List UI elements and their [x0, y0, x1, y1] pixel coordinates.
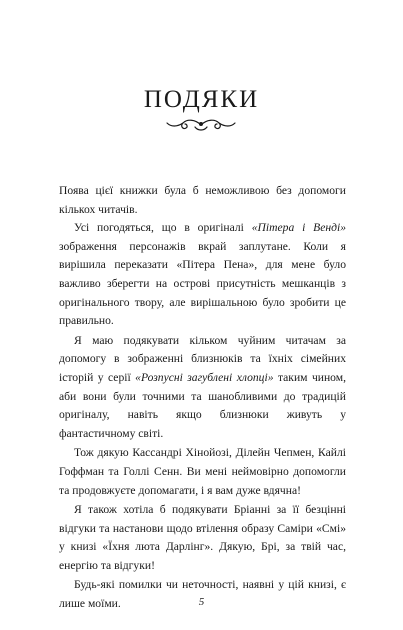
body-text [59, 182, 346, 614]
paragraph-1: Поява цієї книжки була б неможливою без допомоги кількох читачів. [59, 184, 346, 216]
book-title-italic: «Пітера і Венді» [251, 221, 347, 235]
flourish-ornament-icon [165, 117, 237, 133]
paragraph-6: Будь-які помилки чи неточності, наявні у цій книзі, є лише моїми. [59, 578, 346, 611]
series-title-italic: «Розпусні загублені хлопці» [135, 370, 274, 384]
page-title: ПОДЯКИ [143, 86, 260, 113]
paragraph-5: Я також хотіла б подякувати Бріанні за її безцінні відгуки та настанови щодо втілення образу Саміри «Смі» у книзі «Їхня люта Дарлінг». Дякую, Брі, за твій час, енергію та відгуки! [59, 503, 346, 572]
paragraph-4: Тож дякую Кассандрі Хінойозі, Ділейн Чепмен, Кайлі Гоффман та Голлі Сенн. Ви мені неймовірно допомогли та продовжуєте допомагати, і я вам дуже вдячна! [59, 446, 346, 497]
paragraph-2: Усі погодяться, що в оригіналі «Пітера і Венді» зображення персонажів вкрай заплутане. Коли я вирішила переказати «Пітера Пена», для мене було важливо зберегти на острові присутність мешканців з оригінального твору, але вирішальною було зробити це правильно. [59, 221, 347, 328]
paragraph-3: Я маю подякувати кільком чуйним читачам за допомогу в зображенні близнюків та їхніх сімейних історій у серії «Розпусні загублені хлопці» таким чином, аби вони були точними та шанобливими до традицій оригіналу, навіть якщо близнюки живуть у фантастичному світі. [59, 333, 346, 440]
page-number: 5 [198, 596, 205, 608]
